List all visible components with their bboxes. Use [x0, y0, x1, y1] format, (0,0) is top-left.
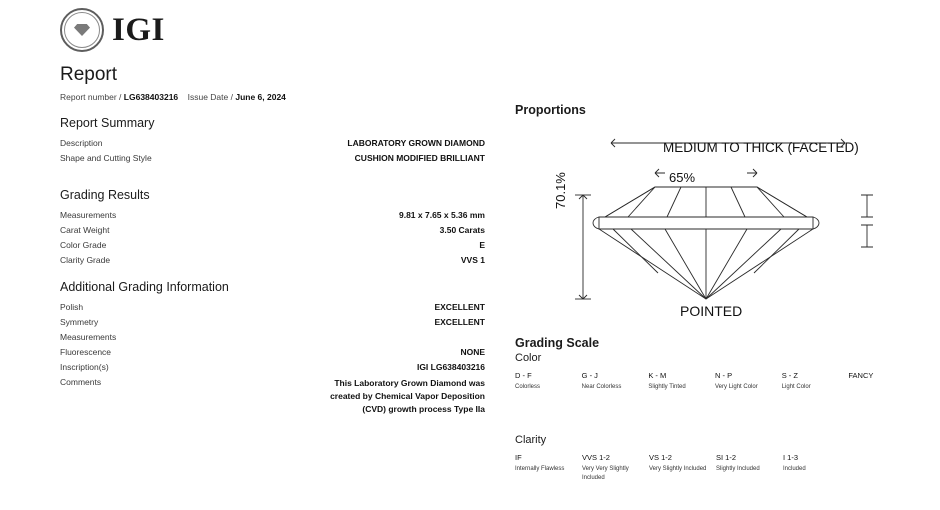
row-key: Polish — [60, 302, 84, 313]
diamond-proportions-diagram — [515, 121, 905, 326]
grade-label: S - Z — [781, 371, 798, 380]
row-value: CUSHION MODIFIED BRILLIANT — [354, 153, 485, 164]
row-value: 9.81 x 7.65 x 5.36 mm — [398, 210, 485, 221]
culet-label: POINTED — [680, 303, 743, 319]
grade-description: Very Light Color — [715, 384, 758, 390]
depth-percent-label: 70.1% — [553, 172, 568, 209]
clarity-scale-row — [515, 453, 915, 484]
row-value: LABORATORY GROWN DIAMOND — [347, 138, 485, 149]
color-scale-row — [515, 371, 915, 392]
grade-description: Light Color — [781, 384, 811, 390]
table-row — [60, 223, 485, 238]
row-key: Measurements — [60, 332, 117, 343]
brand-name: IGI — [112, 11, 165, 48]
row-value — [298, 330, 485, 345]
clarity-scale-cell — [783, 453, 850, 484]
comments-value: This Laboratory Grown Diamond was created by Chemical Vapor Deposition (CVD) growth process Type IIa — [330, 378, 485, 414]
row-key: Measurements — [60, 210, 117, 221]
color-scale-cell — [515, 371, 582, 392]
grade-label: D - F — [515, 371, 532, 380]
comments-row — [60, 375, 485, 418]
additional-info-table — [60, 300, 485, 418]
table-percent-label: 65% — [669, 170, 696, 185]
table-row — [60, 360, 485, 375]
report-number-label: Report number / — [60, 92, 122, 102]
grade-description: Very Slightly Included — [649, 466, 707, 472]
table-row — [60, 136, 485, 151]
grade-description: Very Very Slightly Included — [582, 466, 629, 482]
clarity-scale-cell — [582, 453, 649, 484]
proportions-heading: Proportions — [515, 103, 586, 117]
table-row — [60, 330, 485, 345]
row-key: Clarity Grade — [60, 255, 111, 266]
row-value: VVS 1 — [460, 255, 485, 266]
report-details-column — [60, 64, 485, 418]
row-value: EXCELLENT — [434, 302, 485, 313]
grade-label: FANCY — [848, 371, 874, 380]
grade-description: Colorless — [515, 384, 541, 390]
clarity-scale-cell — [716, 453, 783, 484]
grading-scale-color — [515, 336, 915, 392]
issue-date-value: June 6, 2024 — [235, 92, 286, 102]
grading-results-table — [60, 208, 485, 268]
report-meta — [60, 92, 485, 104]
grade-description: Near Colorless — [581, 384, 622, 390]
grade-label: VVS 1-2 — [582, 453, 610, 462]
igi-seal-icon — [60, 8, 104, 52]
table-row — [60, 208, 485, 223]
grade-label: G - J — [581, 371, 598, 380]
grade-label: VS 1-2 — [649, 453, 672, 462]
issue-date-label: Issue Date / — [187, 92, 233, 102]
clarity-subheading: Clarity — [515, 434, 547, 446]
grade-description: Slightly Included — [716, 466, 760, 472]
color-scale-cell — [582, 371, 649, 392]
grade-description: Included — [783, 466, 806, 472]
grading-results-heading: Grading Results — [60, 187, 150, 202]
color-scale-cell — [782, 371, 849, 392]
table-row — [60, 238, 485, 253]
row-value: EXCELLENT — [434, 317, 485, 328]
girdle-label: MEDIUM TO THICK (FACETED) — [663, 140, 859, 155]
report-number-value: LG638403216 — [123, 92, 179, 102]
report-summary-heading: Report Summary — [60, 115, 155, 130]
grade-label: I 1-3 — [783, 453, 799, 462]
row-key: Carat Weight — [60, 225, 110, 236]
table-row — [60, 253, 485, 268]
clarity-scale-cell — [515, 453, 582, 484]
row-value: IGI LG638403216 — [416, 362, 485, 373]
grade-description: Internally Flawless — [515, 466, 565, 472]
grading-scale-clarity — [515, 434, 915, 484]
grading-scale-heading: Grading Scale — [515, 336, 600, 350]
clarity-scale-cell — [649, 453, 716, 484]
row-key: Fluorescence — [60, 347, 112, 358]
row-value: E — [479, 240, 485, 251]
row-key: Shape and Cutting Style — [60, 153, 152, 164]
table-row — [60, 345, 485, 360]
color-subheading: Color — [515, 352, 542, 364]
grade-description: Slightly Tinted — [648, 384, 686, 390]
table-row — [60, 300, 485, 315]
row-key: Inscription(s) — [60, 362, 109, 373]
row-key: Color Grade — [60, 240, 107, 251]
grade-label: IF — [515, 453, 522, 462]
row-key: Symmetry — [60, 317, 99, 328]
table-row — [60, 151, 485, 166]
grade-label: N - P — [715, 371, 733, 380]
comments-key: Comments — [60, 377, 102, 388]
table-row — [60, 315, 485, 330]
row-value: NONE — [460, 347, 485, 358]
row-value: 3.50 Carats — [439, 225, 485, 236]
grade-label: K - M — [648, 371, 667, 380]
row-key: Description — [60, 138, 103, 149]
additional-info-heading: Additional Grading Information — [60, 279, 229, 294]
color-scale-cell — [648, 371, 715, 392]
igi-logo — [60, 8, 165, 52]
color-scale-cell — [848, 371, 915, 392]
report-summary-table — [60, 136, 485, 166]
grade-label: SI 1-2 — [716, 453, 737, 462]
proportions-column — [515, 103, 905, 326]
page-title: Report — [60, 64, 118, 85]
color-scale-cell — [715, 371, 782, 392]
